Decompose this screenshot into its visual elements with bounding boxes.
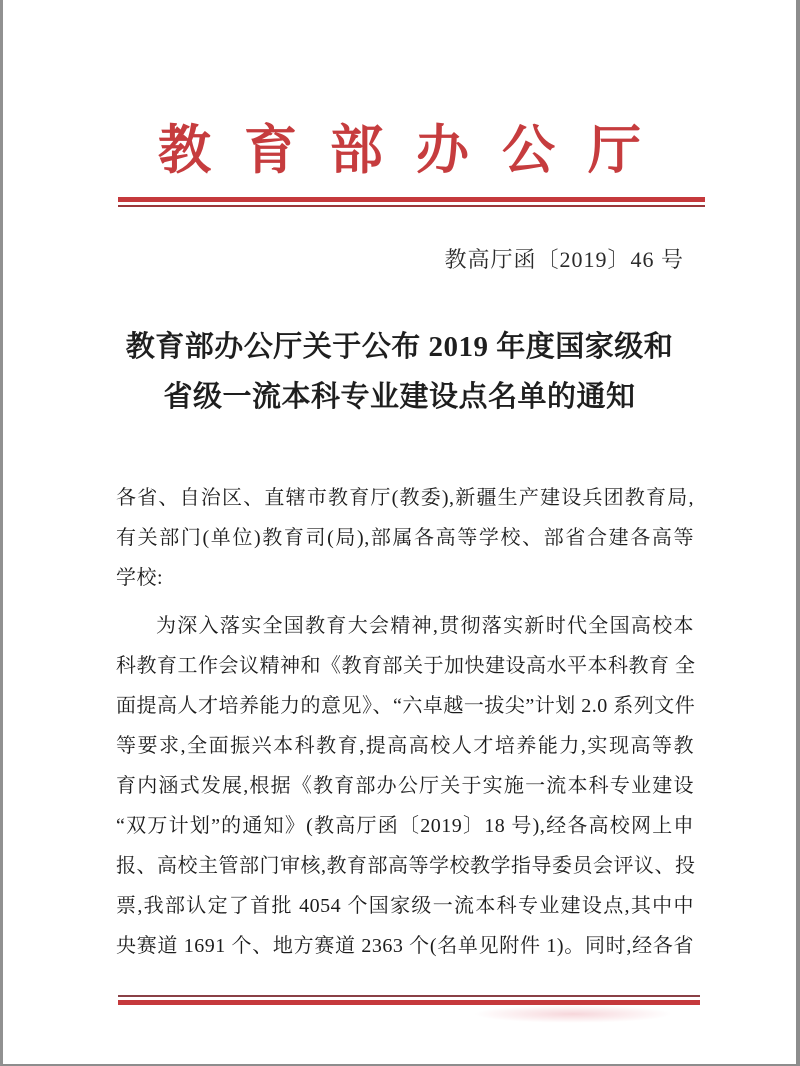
paragraph-line-9: 央赛道 1691 个、地方赛道 2363 个(名单见附件 1)。同时,经各省: [116, 935, 694, 957]
header-rule: [118, 197, 705, 207]
paragraph-line-6: “双万计划”的通知》(教高厅函〔2019〕18 号),经各高校网上申: [116, 815, 694, 837]
doc-title-line2: 省级一流本科专业建设点名单的通知: [163, 381, 636, 413]
recipients-line-1: 各省、自治区、直辖市教育厅(教委),新疆生产建设兵团教育局,: [116, 487, 694, 509]
paragraph-line-2: 科教育工作会议精神和《教育部关于加快建设高水平本科教育 全: [116, 655, 696, 677]
doc-title-line1: 教育部办公厅关于公布 2019 年度国家级和: [125, 331, 674, 363]
paragraph-line-5: 育内涵式发展,根据《教育部办公厅关于实施一流本科专业建设: [116, 775, 694, 797]
paragraph-line-7: 报、高校主管部门审核,教育部高等学校教学指导委员会评议、投: [116, 855, 696, 877]
header-rule-thin: [118, 205, 705, 207]
doc-title: [3, 322, 796, 422]
paragraph-line-3: 面提高人才培养能力的意见》、“六卓越一拔尖”计划 2.0 系列文件: [116, 695, 696, 717]
scan-smudge: [473, 1005, 673, 1023]
doc-number: 教高厅函〔2019〕46 号: [444, 247, 684, 272]
paragraph-line-4: 等要求,全面振兴本科教育,提高高校人才培养能力,实现高等教: [116, 735, 694, 757]
recipients-line-2: 有关部门(单位)教育司(局),部属各高等学校、部省合建各高等: [116, 527, 694, 549]
agency-header: 教育部办公厅: [158, 122, 674, 180]
paragraph-line-8: 票,我部认定了首批 4054 个国家级一流本科专业建设点,其中中: [116, 895, 694, 917]
paragraph-line-1: 为深入落实全国教育大会精神,贯彻落实新时代全国高校本: [156, 615, 694, 637]
doc-body: [116, 478, 694, 966]
recipients-line-3: 学校:: [116, 567, 164, 589]
footer-rule: [118, 995, 700, 1005]
